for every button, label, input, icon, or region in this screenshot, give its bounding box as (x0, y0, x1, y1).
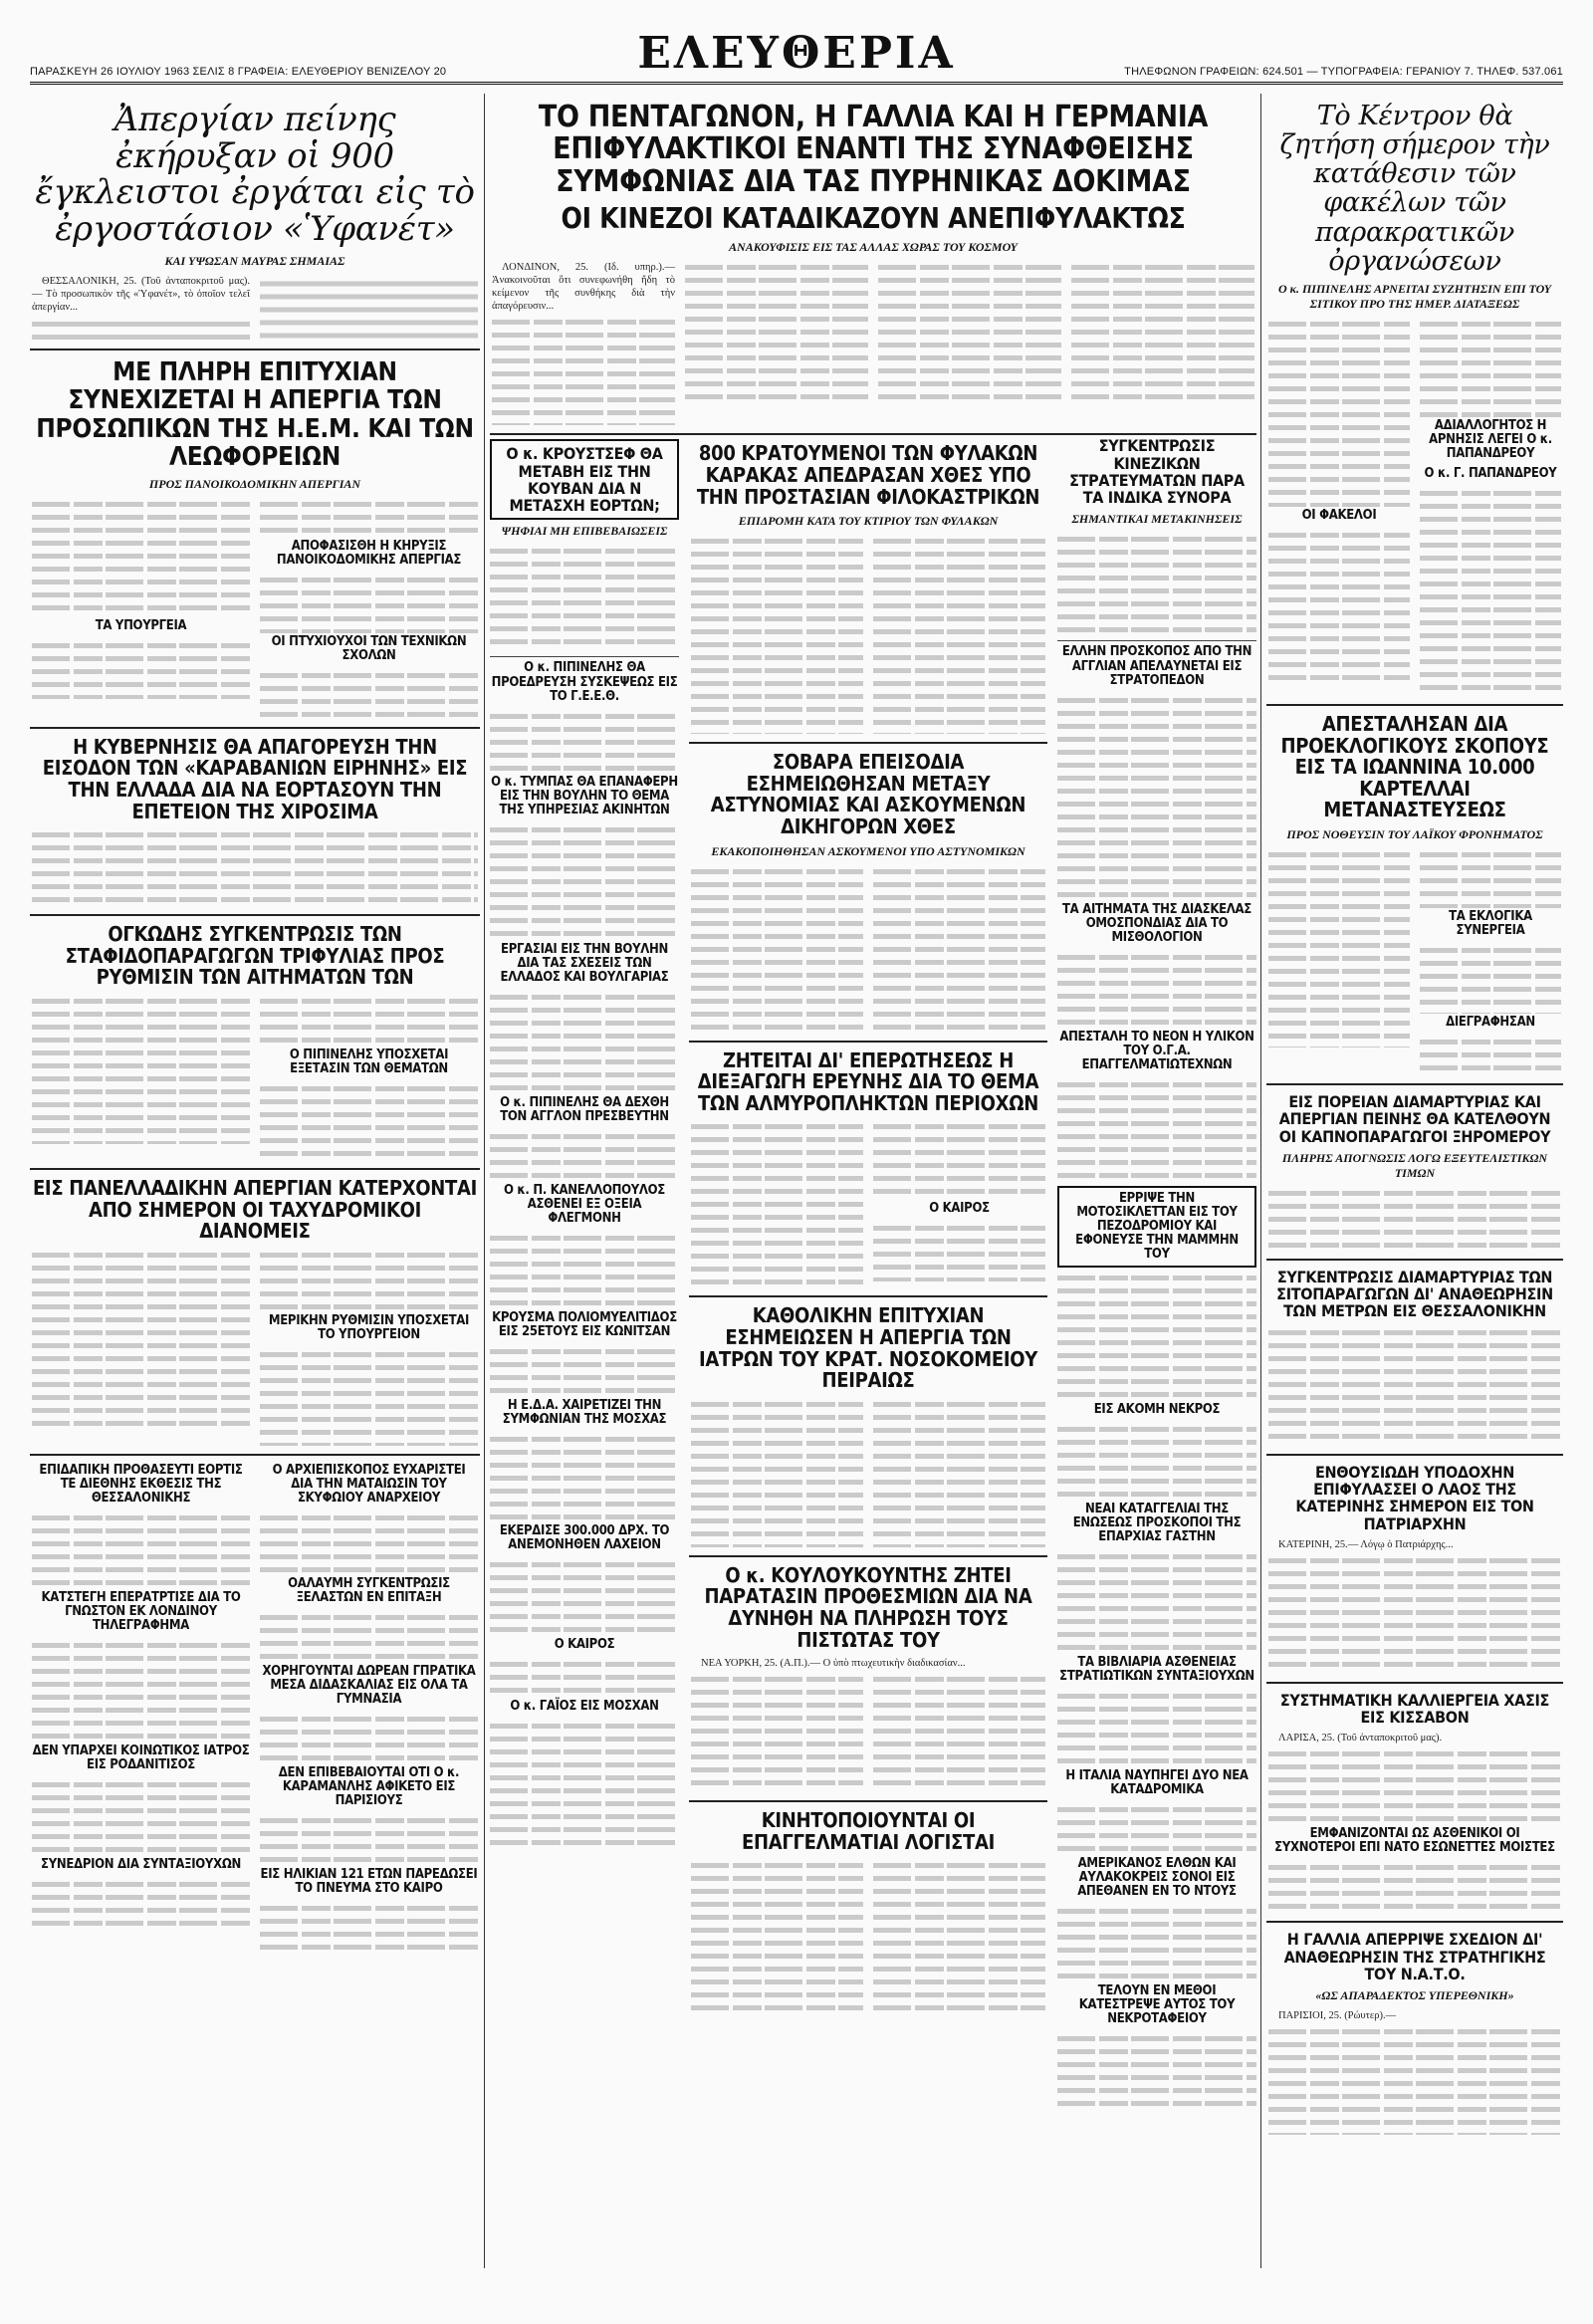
brief-headline: ΕΡΡΙΨΕ ΤΗΝ ΜΟΤΟΣΙΚΛΕΤΤΑΝ ΕΙΣ ΤΟΥ ΠΕΖΟΔΡΟΜΙΟΥ ΚΑΙ ΕΦΟΝΕΥΣΕ ΤΗΝ ΜΑΜΜΗΝ ΤΟΥ (1057, 1186, 1256, 1268)
article-text (490, 991, 679, 1094)
article-ioannina-cards (1266, 706, 1563, 1085)
brief-headline: ΚΡΟΥΣΜΑ ΠΟΛΙΟΜΥΕΛΙΤΙΔΟΣ ΕΙΣ 25ΕΤΟΥΣ ΕΙΣ ΚΩΝΙΤΣΑΝ (492, 1309, 677, 1339)
article-col (1268, 318, 1410, 696)
article-body (32, 498, 478, 719)
article-col (260, 995, 478, 1160)
article-ufanet-hunger-strike (30, 94, 480, 350)
section-heading: ΤΑ ΥΠΟΥΡΓΕΙΑ (95, 617, 187, 633)
article-body (1268, 1538, 1561, 1551)
article-text (1268, 2025, 1561, 2135)
article-text (490, 1720, 679, 1849)
article-text (1268, 1861, 1561, 1913)
article-text (1268, 1747, 1561, 1825)
article-text (32, 1249, 250, 1428)
article-col (32, 995, 250, 1160)
article-col (873, 1120, 1045, 1287)
article-col (691, 535, 863, 734)
article-col (691, 1859, 863, 2018)
article-text (32, 498, 250, 617)
article-text (492, 316, 675, 425)
article-text (260, 498, 478, 538)
article-text (1057, 1272, 1256, 1401)
brief-headline: ΣΥΝΕΔΡΙΟΝ ΔΙΑ ΣΥΝΤΑΞΙΟΥΧΩΝ (41, 1857, 241, 1873)
article-text (490, 545, 679, 652)
article-text (691, 1859, 863, 2018)
brief-headline: Η ΙΤΑΛΙΑ ΝΑΥΠΗΓΕΙ ΔΥΟ ΝΕΑ ΚΑΤΑΔΡΟΜΙΚΑ (1065, 1768, 1249, 1798)
article-headline: ΣΥΓΚΕΝΤΡΩΣΙΣ ΔΙΑΜΑΡΤΥΡΙΑΣ ΤΩΝ ΣΙΤΟΠΑΡΑΓΩΓΩΝ ΔΙ' ΑΝΑΘΕΩΡΗΣΙΝ ΤΩΝ ΜΕΤΡΩΝ ΕΙΣ ΘΕΣΣΑΛΟΝΙΚΗΝ (1276, 1267, 1553, 1321)
article-text (490, 1232, 679, 1309)
article-text (873, 1222, 1045, 1281)
article-subheadline: «ΩΣ ΑΠΑΡΑΔΕΚΤΟΣ ΥΠΕΡΕΘΝΙΚΗ» (1315, 1988, 1514, 2003)
article-text (490, 710, 679, 774)
article-headline: ΚΙΝΗΤΟΠΟΙΟΥΝΤΑΙ ΟΙ ΕΠΑΓΓΕΛΜΑΤΙΑΙ ΛΟΓΙΣΤΑΙ (741, 1808, 996, 1854)
article-text (873, 1398, 1045, 1547)
masthead-date-address: ΠΑΡΑΣΚΕΥΗ 26 ΙΟΥΛΙΟΥ 1963 ΣΕΛΙΣ 8 ΓΡΑΦΕΙΑ: ΕΛΕΥΘΕΡΙΟΥ ΒΕΝΙΖΕΛΟΥ 20 (30, 66, 447, 78)
brief-headline: ΤΕΛΟΥΝ ΕΝ ΜΕΘΟΙ ΚΑΤΕΣΤΡΕΨΕ ΑΥΤΟΣ ΤΟΥ ΝΕΚΡΟΤΑΦΕΙΟΥ (1078, 1983, 1236, 2027)
article-col (1071, 261, 1254, 425)
article-headline: ΣΟΒΑΡΑ ΕΠΕΙΣΟΔΙΑ ΕΣΗΜΕΙΩΘΗΣΑΝ ΜΕΤΑΞΥ ΑΣΤΥΝΟΜΙΑΣ ΚΑΙ ΑΣΚΟΥΜΕΝΩΝ ΔΙΚΗΓΟΡΩΝ ΧΘΕΣ (710, 750, 1026, 838)
article-patriarch-katerini (1266, 1456, 1563, 1684)
article-headline: ΜΕ ΠΛΗΡΗ ΕΠΙΤΥΧΙΑΝ ΣΥΝΕΧΙΖΕΤΑΙ Η ΑΠΕΡΓΙΑ ΤΩΝ ΠΡΟΣΩΠΙΚΩΝ ΤΗΣ Η.Ε.Μ. ΚΑΙ ΤΩΝ ΛΕΩΦΟΡΕΙΩΝ (36, 357, 474, 472)
article-text (1057, 1905, 1256, 1982)
article-col (260, 1249, 478, 1446)
article-text (1057, 694, 1256, 901)
article-text (1057, 1803, 1256, 1855)
article-col (32, 498, 250, 719)
article-text (260, 1713, 478, 1764)
page-columns (30, 94, 1563, 2268)
brief-headline: Ο κ. ΤΥΜΠΑΣ ΘΑ ΕΠΑΝΑΦΕΡΗ ΕΙΣ ΤΗΝ ΒΟΥΛΗΝ ΤΟ ΘΕΜΑ ΤΗΣ ΥΠΗΡΕΣΙΑΣ ΑΚΙΝΗΤΩΝ (491, 774, 678, 817)
article-col (691, 1673, 863, 1792)
article-hashish-kissavos (1266, 1684, 1563, 1924)
article-body (32, 1249, 478, 1446)
article-text (691, 1673, 863, 1792)
article-body (691, 865, 1045, 1033)
brief-headline: Ο κ. ΓΑΪΟΣ ΕΙΣ ΜΟΣΧΑΝ (510, 1699, 659, 1715)
article-text (1057, 1550, 1256, 1654)
article-france-nato (1266, 1923, 1563, 2143)
section-heading: Ο κ. Γ. ΠΑΠΑΝΔΡΕΟΥ (1424, 466, 1557, 482)
brief-headline: Ο κ. ΚΡΟΥΣΤΣΕΦ ΘΑ ΜΕΤΑΒΗ ΕΙΣ ΤΗΝ ΚΟΥΒΑΝ ΔΙΑ Ν ΜΕΤΑΣΧΗ ΕΟΡΤΩΝ; (490, 439, 679, 520)
article-subheadline: ΕΚΑΚΟΠΟΙΗΘΗΣΑΝ ΑΣΚΟΥΜΕΝΟΙ ΥΠΟ ΑΣΤΥΝΟΜΙΚΩΝ (711, 843, 1025, 858)
article-kouloukountis (689, 1557, 1047, 1802)
article-text (873, 1120, 1045, 1200)
article-headline: Η ΚΥΒΕΡΝΗΣΙΣ ΘΑ ΑΠΑΓΟΡΕΥΣΗ ΤΗΝ ΕΙΣΟΔΟΝ ΤΩΝ «ΚΑΡΑΒΑΝΙΩΝ ΕΙΡΗΝΗΣ» ΕΙΣ ΤΗΝ ΕΛΛΑΔΑ ΔΙΑ ΝΑ ΕΟΡΤΑΣΟΥΝ ΤΗΝ ΕΠΕΤΕΙΟΝ ΤΗΣ ΧΙΡΟΣΙΜΑ (42, 734, 468, 823)
section-heading: ΑΔΙΑΛΛΟΓΗΤΟΣ Η ΑΡΝΗΣΙΣ ΛΕΓΕΙ Ο κ. ΠΑΠΑΝΔΡΕΟΥ (1429, 417, 1552, 461)
article-text (490, 1130, 679, 1182)
article-text (685, 261, 868, 400)
article-text (1057, 2032, 1256, 2110)
article-headline: ΚΑΘΟΛΙΚΗΝ ΕΠΙΤΥΧΙΑΝ ΕΣΗΜΕΙΩΣΕΝ Η ΑΠΕΡΓΙΑ ΤΩΝ ΙΑΤΡΩΝ ΤΟΥ ΚΡΑΤ. ΝΟΣΟΚΟΜΕΙΟΥ ΠΕΙΡΑΙΩΣ (699, 1303, 1037, 1393)
brief-headline: ΣΥΓΚΕΝΤΡΩΣΙΣ ΚΙΝΕΖΙΚΩΝ ΣΤΡΑΤΕΥΜΑΤΩΝ ΠΑΡΑ ΤΑ ΙΝΔΙΚΑ ΣΥΝΟΡΑ (1069, 436, 1245, 508)
article-text (691, 1120, 863, 1287)
article-text (260, 1511, 478, 1575)
article-col (1268, 848, 1410, 1075)
section-heading: ΜΕΡΙΚΗΝ ΡΥΘΜΙΣΙΝ ΥΠΟΣΧΕΤΑΙ ΤΟ ΥΠΟΥΡΓΕΙΟΝ (268, 1312, 470, 1342)
article-text (32, 639, 250, 699)
brief-headline: ΕΚΕΡΔΙΣΕ 300.000 ΔΡΧ. ΤΟ ΑΝΕΜΟΝΗΘΕΝ ΛΑΧΕΙΟΝ (499, 1523, 670, 1553)
article-doctors-strike (689, 1297, 1047, 1556)
article-col (873, 865, 1045, 1033)
article-accountants (689, 1802, 1047, 2026)
article-body (691, 1859, 1045, 2018)
article-text (32, 1511, 250, 1589)
article-raisin-producers (30, 916, 480, 1170)
article-text (691, 535, 863, 734)
article-headline: ΑΠΕΣΤΑΛΗΣΑΝ ΔΙΑ ΠΡΟΕΚΛΟΓΙΚΟΥΣ ΣΚΟΠΟΥΣ ΕΙΣ ΤΑ ΙΩΑΝΝΙΝΑ 10.000 ΚΑΡΤΕΛΛΑΙ ΜΕΤΑΝΑΣΤΕΥΣΕΩΣ (1280, 712, 1549, 822)
article-body (32, 275, 478, 342)
article-text (260, 669, 478, 719)
article-body (691, 535, 1045, 734)
center-side-stories (1057, 435, 1256, 2110)
article-text (260, 574, 478, 633)
newspaper-page (30, 28, 1563, 2268)
article-col (873, 1398, 1045, 1547)
article-cols (492, 261, 1254, 425)
article-headline: Ἀπεργίαν πείνης ἐκήρυξαν οἱ 900 ἔγκλειστοι ἐργάται εἰς τὸ ἐργοστάσιον «Ὑφανέτ» (35, 100, 475, 250)
article-text (873, 865, 1045, 1033)
article-text (260, 995, 478, 1046)
brief-headline: ΕΠΙΔΑΠΙΚΗ ΠΡΟΘΑΣΕΥΤΙ ΕΟΡΤΙΣ ΤΕ ΔΙΕΘΝΗΣ ΕΚΘΕΣΙΣ ΤΗΣ ΘΕΣΣΑΛΟΝΙΚΗΣ (39, 1462, 243, 1506)
brief-headline: Ο κ. Π. ΚΑΝΕΛΛΟΠΟΥΛΟΣ ΑΣΘΕΝΕΙ ΕΞ ΟΞΕΙΑ ΦΛΕΓΜΟΝΗ (504, 1182, 665, 1226)
article-headline: Τὸ Κέντρον θὰ ζητήση σήμερον τὴν κατάθεσιν τῶν φακέλων τῶν παρακρατικῶν ὀργανώσεων (1279, 101, 1550, 277)
article-body (691, 1673, 1045, 1792)
section-heading: ΑΠΟΦΑΣΙΣΘΗ Η ΚΗΡΥΞΙΣ ΠΑΝΟΙΚΟΔΟΜΙΚΗΣ ΑΠΕΡΓΙΑΣ (276, 538, 462, 568)
article-text (490, 1433, 679, 1522)
brief-headline: ΤΑ ΑΙΤΗΜΑΤΑ ΤΗΣ ΔΙΑΣΚΕΛΑΣ ΟΜΟΣΠΟΝΔΙΑΣ ΔΙΑ ΤΟ ΜΙΣΘΟΛΟΓΙΟΝ (1062, 901, 1252, 945)
article-body (492, 261, 1254, 425)
article-body (691, 1657, 1045, 1670)
article-col (691, 1398, 863, 1547)
article-text (1071, 261, 1254, 400)
article-text (1268, 1187, 1561, 1251)
section-heading: ΕΜΦΑΝΙΖΟΝΤΑΙ ΩΣ ΑΣΘΕΝΙΚΟΙ ΟΙ ΣΥΧΝΟΤΕΡΟΙ ΕΠΙ ΝΑΤΟ ΕΣΩΝΕΤΤΕΣ ΜΟΙΣΤΕΣ (1274, 1826, 1555, 1856)
article-col (873, 1673, 1045, 1792)
section-heading: Ο ΚΑΙΡΟΣ (929, 1201, 990, 1217)
article-body (1268, 318, 1561, 696)
article-lead: ΛΟΝΔΙΝΟΝ, 25. (Ιδ. υπηρ.).— Ἀνακοινοῦται ὅτι συνεφωνήθη ἤδη τὸ κείμενον τῆς συνθήκης διὰ τὴν ἀπαγόρευσιν... (492, 262, 675, 313)
section-heading: Ο ΠΙΠΙΝΕΛΗΣ ΥΠΟΣΧΕΤΑΙ ΕΞΕΤΑΣΙΝ ΤΩΝ ΘΕΜΑΤΩΝ (289, 1046, 449, 1076)
brief-headline: ΤΑ ΒΙΒΛΙΑΡΙΑ ΑΣΘΕΝΕΙΑΣ ΣΤΡΑΤΙΩΤΙΚΩΝ ΣΥΝΤΑΞΙΟΥΧΩΝ (1059, 1655, 1254, 1685)
article-text (1420, 944, 1561, 1014)
article-text (32, 828, 478, 906)
article-headline: ΖΗΤΕΙΤΑΙ ΔΙ' ΕΠΕΡΩΤΗΣΕΩΣ Η ΔΙΕΞΑΓΩΓΗ ΕΡΕΥΝΗΣ ΔΙΑ ΤΟ ΘΕΜΑ ΤΩΝ ΑΛΜΥΡΟΠΛΗΚΤΩΝ ΠΕΡΙΟΧΩΝ (697, 1047, 1039, 1115)
article-headline: ΕΝΘΟΥΣΙΩΔΗ ΥΠΟΔΟΧΗΝ ΕΠΙΦΥΛΑΣΣΕΙ Ο ΛΑΟΣ ΤΗΣ ΚΑΤΕΡΙΝΗΣ ΣΗΜΕΡΟΝ ΕΙΣ ΤΟΝ ΠΑΤΡΙΑΡΧΗΝ (1295, 1462, 1534, 1533)
article-col (878, 261, 1061, 425)
article-text (490, 1558, 679, 1636)
article-text (691, 1398, 863, 1547)
column-rule (484, 94, 485, 2268)
brief-headline: ΔΕΝ ΕΠΙΒΕΒΑΙΟΥΤΑΙ ΟΤΙ Ο κ. ΚΑΡΑΜΑΝΛΗΣ ΑΦΙΚΕΤΟ ΕΙΣ ΠΑΡΙΣΙΟΥΣ (278, 1765, 460, 1809)
article-body (32, 995, 478, 1160)
article-col (691, 865, 863, 1033)
article-hem-strike (30, 350, 480, 728)
article-col (32, 1249, 250, 1446)
brief-headline: Η Ε.Δ.Α. ΧΑΙΡΕΤΙΖΕΙ ΤΗΝ ΣΥΜΦΩΝΙΑΝ ΤΗΣ ΜΟΣΧΑΣ (502, 1397, 667, 1427)
brief-headline: ΕΙΣ ΗΛΙΚΙΑΝ 121 ΕΤΩΝ ΠΑΡΕΔΩΣΕΙ ΤΟ ΠΝΕΥΜΑ ΣΤΟ ΚΑΙΡΟ (260, 1867, 478, 1897)
article-text (1268, 1326, 1561, 1446)
brief-subheadline: ΨΗΦΙΑΙ ΜΗ ΕΠΙΒΕΒΑΙΩΣΕΙΣ (501, 524, 668, 539)
article-text (1420, 487, 1561, 696)
center-lower (490, 435, 1256, 2110)
article-text (32, 995, 250, 1144)
article-text (490, 1345, 679, 1397)
article-body (691, 1120, 1045, 1287)
article-tobacco-producers (1266, 1085, 1563, 1261)
brief-headline: Ο ΚΑΙΡΟΣ (554, 1637, 615, 1653)
article-lead: ΝΕΑ ΥΟΡΚΗ, 25. (Α.Π.).— Ο ὑπὸ πτωχευτικὴν διαδικασίαν... (701, 1658, 966, 1670)
brief-headline: ΝΕΑΙ ΚΑΤΑΓΓΕΛΙΑΙ ΤΗΣ ΕΝΩΣΕΩΣ ΠΡΟΣΚΟΠΟΙ ΤΗΣ ΕΠΑΡΧΙΑΣ ΓΑΣΤΗΝ (1072, 1501, 1242, 1544)
article-text (260, 1611, 478, 1663)
article-col (873, 1859, 1045, 2018)
right-column (1266, 94, 1563, 2268)
article-headline: 800 ΚΡΑΤΟΥΜΕΝΟΙ ΤΩΝ ΦΥΛΑΚΩΝ ΚΑΡΑΚΑΣ ΑΠΕΔΡΑΣΑΝ ΧΘΕΣ ΥΠΟ ΤΗΝ ΠΡΟΣΤΑΣΙΑΝ ΦΙΛΟΚΑΣΤΡΙΚΩΝ (696, 441, 1040, 509)
article-text (1268, 848, 1410, 1047)
brief-subheadline: ΣΗΜΑΝΤΙΚΑΙ ΜΕΤΑΚΙΝΗΣΕΙΣ (1071, 512, 1243, 527)
article-text (32, 1778, 250, 1856)
article-text (873, 535, 1045, 734)
article-headline: ΤΟ ΠΕΝΤΑΓΩΝΟΝ, Η ΓΑΛΛΙΑ ΚΑΙ Η ΓΕΡΜΑΝΙΑ ΕΠΙΦΥΛΑΚΤΙΚΟΙ ΕΝΑΝΤΙ ΤΗΣ ΣΥΝΑΦΘΕΙΣΗΣ ΣΥΜΦΩΝΙΑΣ ΔΙΑ ΤΑΣ ΠΥΡΗΝΙΚΑΣ ΔΟΚΙΜΑΣ (538, 100, 1209, 199)
brief-headline: ΕΙΣ ΑΚΟΜΗ ΝΕΚΡΟΣ (1093, 1401, 1221, 1417)
center-briefs (490, 435, 679, 1849)
article-subheadline: Ο κ. ΠΙΠΙΝΕΛΗΣ ΑΡΝΕΙΤΑΙ ΣΥΖΗΤΗΣΙΝ ΕΠΙ ΤΟΥ ΣΙΤΙΚΟΥ ΠΡΟ ΤΗΣ ΗΜΕΡ. ΔΙΑΤΑΞΕΩΣ (1277, 281, 1552, 311)
article-body (1268, 1732, 1561, 1744)
article-text (260, 1082, 478, 1160)
article-center-files (1266, 94, 1563, 706)
article-text (1268, 318, 1410, 507)
article-lead: ΚΑΤΕΡΙΝΗ, 25.— Λόγῳ ὁ Πατριάρχης... (1278, 1538, 1454, 1550)
article-text (32, 1878, 250, 1930)
article-text (878, 261, 1061, 400)
article-body (1268, 2009, 1561, 2022)
article-col (260, 498, 478, 719)
center-main-stories (689, 435, 1047, 2026)
article-text (873, 1859, 1045, 2018)
newspaper-title: ΕΛΕΥΘΕΡΙΑ (637, 28, 956, 79)
article-col (685, 261, 868, 425)
brief-headline: ΑΜΕΡΙΚΑΝΟΣ ΕΛΘΩΝ ΚΑΙ ΑΥΛΑΚΟΚΡΕΙΣ ΣΟΝΟΙ ΕΙΣ ΑΠΕΘΑΝΕΝ ΕΝ ΤΟ ΝΤΟΥΣ (1077, 1856, 1237, 1900)
brief-headline: ΕΛΛΗΝ ΠΡΟΣΚΟΠΟΣ ΑΠΟ ΤΗΝ ΑΓΓΛΙΑΝ ΑΠΕΛΑΥΝΕΤΑΙ ΕΙΣ ΣΤΡΑΤΟΠΕΔΟΝ (1061, 644, 1252, 688)
section-heading: ΟΙ ΠΤΥΧΙΟΥΧΟΙ ΤΩΝ ΤΕΧΝΙΚΩΝ ΣΧΟΛΩΝ (271, 633, 467, 663)
article-subheadline: ΚΑΙ ΥΨΩΣΑΝ ΜΑΥΡΑΣ ΣΗΜΑΙΑΣ (164, 253, 345, 268)
brief-headline: Ο κ. ΠΙΠΙΝΕΛΗΣ ΘΑ ΠΡΟΕΔΡΕΥΣΗ ΣΥΣΚΕΨΕΩΣ ΕΙΣ ΤΟ Γ.Ε.Ε.Θ. (491, 660, 678, 704)
briefs-grid (32, 1462, 478, 1954)
article-col (1420, 318, 1561, 696)
article-text (32, 1639, 250, 1743)
article-subheadline: ΠΡΟΣ ΝΟΘΕΥΣΙΝ ΤΟΥ ΛΑΪΚΟΥ ΦΡΟΝΗΜΑΤΟΣ (1286, 827, 1543, 842)
divider (1057, 640, 1256, 641)
article-subheadline: ΑΝΑΚΟΥΦΙΣΙΣ ΕΙΣ ΤΑΣ ΑΛΛΑΣ ΧΩΡΑΣ ΤΟΥ ΚΟΣΜΟΥ (729, 240, 1018, 255)
article-text (1420, 1036, 1561, 1075)
article-postal-strike (30, 1170, 480, 1456)
brief-headline: ΧΟΡΗΓΟΥΝΤΑΙ ΔΩΡΕΑΝ ΓΠΡΑΤΙΚΑ ΜΕΣΑ ΔΙΔΑΣΚΑΛΙΑΣ ΕΙΣ ΟΛΑ ΤΑ ΓΥΜΝΑΣΙΑ (262, 1664, 476, 1708)
article-text (1268, 1554, 1561, 1674)
article-text (260, 1348, 478, 1446)
article-text (1268, 529, 1410, 688)
briefs-col (260, 1462, 478, 1954)
article-text (1420, 848, 1561, 908)
center-column (490, 94, 1256, 2268)
article-headline: ΣΥΣΤΗΜΑΤΙΚΗ ΚΑΛΛΙΕΡΓΕΙΑ ΧΑΣΙΣ ΕΙΣ ΚΙΣΣΑΒΟΝ (1279, 1690, 1550, 1728)
article-text (1420, 318, 1561, 417)
briefs-col (32, 1462, 250, 1954)
article-text (1057, 951, 1256, 1029)
article-headline: ΕΙΣ ΠΟΡΕΙΑΝ ΔΙΑΜΑΡΤΥΡΙΑΣ ΚΑΙ ΑΠΕΡΓΙΑΝ ΠΕΙΝΗΣ ΘΑ ΚΑΤΕΛΘΟΥΝ ΟΙ ΚΑΠΝΟΠΑΡΑΓΩΓΟΙ ΞΗΡΟΜΕΡΟΥ (1278, 1092, 1551, 1146)
article-body (1268, 848, 1561, 1075)
article-text (1057, 1423, 1256, 1501)
article-text (490, 1658, 679, 1698)
article-col (1420, 848, 1561, 1075)
section-heading: ΔΙΕΓΡΑΦΗΣΑΝ (1446, 1015, 1535, 1031)
brief-headline: Ο ΑΡΧΙΕΠΙΣΚΟΠΟΣ ΕΥΧΑΡΙΣΤΕΙ ΔΙΑ ΤΗΝ ΜΑΤΑΙΩΣΙΝ ΤΟΥ ΣΚΥΦΩΙΟΥ ΑΝΑΡΧΕΙΟΥ (272, 1462, 466, 1506)
brief-headline: ΟΑΛΑΥΜΗ ΣΥΓΚΕΝΤΡΩΣΙΣ ΞΕΛΑΣΤΩΝ ΕΝ ΕΠΙΤΑΞΗ (288, 1575, 450, 1605)
divider (490, 656, 679, 657)
article-body (691, 1398, 1045, 1547)
article-subheadline: ΠΡΟΣ ΠΑΝΟΙΚΟΔΟΜΙΚΗΝ ΑΠΕΡΓΙΑΝ (148, 476, 361, 491)
left-column (30, 94, 480, 2268)
article-lead: ΛΑΡΙΣΑ, 25. (Τοῦ ἀνταποκριτοῦ μας). (1278, 1733, 1443, 1744)
section-heading: ΤΑ ΕΚΛΟΓΙΚΑ ΣΥΝΕΡΓΕΙΑ (1449, 909, 1532, 939)
article-headline: Η ΓΑΛΛΙΑ ΑΠΕΡΡΙΨΕ ΣΧΕΔΙΟΝ ΔΙ' ΑΝΑΘΕΩΡΗΣΙΝ ΤΗΣ ΣΤΡΑΤΗΓΙΚΗΣ ΤΟΥ Ν.Α.Τ.Ο. (1283, 1930, 1546, 1983)
article-headline: ΟΓΚΩΔΗΣ ΣΥΓΚΕΝΤΡΩΣΙΣ ΤΩΝ ΣΤΑΦΙΔΟΠΑΡΑΓΩΓΩΝ ΤΡΙΦΥΛΙΑΣ ΠΡΟΣ ΡΥΘΜΙΣΙΝ ΤΩΝ ΑΙΤΗΜΑΤΩΝ ΤΩΝ (65, 922, 445, 990)
article-col (873, 535, 1045, 734)
brief-headline: Ο κ. ΠΙΠΙΝΕΛΗΣ ΘΑ ΔΕΧΘΗ ΤΟΝ ΑΓΓΛΟΝ ΠΡΕΣΒΕΥΤΗΝ (500, 1094, 669, 1124)
brief-headline: ΚΑΤΣΤΕΓΗ ΕΠΕΡΑΤΡΤΙΣΕ ΔΙΑ ΤΟ ΓΝΩΣΤΟΝ ΕΚ ΛΟΝΔΙΝΟΥ ΤΗΛΕΓΡΑΦΗΜΑ (41, 1589, 241, 1634)
article-lead: ΘΕΣΣΑΛΟΝΙΚΗ, 25. (Τοῦ ἀνταποκριτοῦ μας).— Τὸ προσωπικὸν τῆς «Ὑφανέτ», τὸ ὁποῖον τελεῖ ἀπεργίαν... (32, 275, 250, 313)
article-text (260, 1814, 478, 1866)
article-text (260, 1902, 478, 1954)
brief-headline: ΔΕΝ ΥΠΑΡΧΕΙ ΚΟΙΝΩΤΙΚΟΣ ΙΑΤΡΟΣ ΕΙΣ ΡΟΔΑΝΙΤΙΣΟΣ (32, 1743, 250, 1773)
article-lawyers-police (689, 744, 1047, 1042)
brief-headline: ΕΡΓΑΣΙΑΙ ΕΙΣ ΤΗΝ ΒΟΥΛΗΝ ΔΙΑ ΤΑΣ ΣΧΕΣΕΙΣ ΤΩΝ ΕΛΛΑΔΟΣ ΚΑΙ ΒΟΥΛΓΑΡΙΑΣ (500, 941, 669, 985)
article-headline: Ο κ. ΚΟΥΛΟΥΚΟΥΝΤΗΣ ΖΗΤΕΙ ΠΑΡΑΤΑΣΙΝ ΠΡΟΘΕΣΜΙΩΝ ΔΙΑ ΝΑ ΔΥΝΗΘΗ ΝΑ ΠΛΗΡΩΣΗ ΤΟΥΣ ΠΙΣΤΩΤΑΣ ΤΟΥ (704, 1562, 1032, 1652)
column-rule (1260, 94, 1261, 2268)
article-subheadline: ΕΠΙΔΡΟΜΗ ΚΑΤΑ ΤΟΥ ΚΤΙΡΙΟΥ ΤΩΝ ΦΥΛΑΚΩΝ (738, 514, 999, 529)
article-text (260, 1249, 478, 1312)
article-peace-caravans (30, 729, 480, 916)
article-text (1057, 1078, 1256, 1182)
masthead (30, 28, 1563, 85)
article-subheadline: ΠΛΗΡΗΣ ΑΠΟΓΝΩΣΙΣ ΛΟΓΩ ΕΞΕΥΤΕΛΙΣΤΙΚΩΝ ΤΙΜΩΝ (1281, 1150, 1548, 1180)
article-headline-2: ΟΙ ΚΙΝΕΖΟΙ ΚΑΤΑΔΙΚΑΖΟΥΝ ΑΝΕΠΙΦΥΛΑΚΤΩΣ (561, 202, 1186, 236)
article-salt-areas (689, 1043, 1047, 1298)
article-col (691, 1120, 863, 1287)
article-text (1057, 533, 1256, 636)
article-text (1057, 1690, 1256, 1767)
article-col (492, 261, 675, 425)
masthead-phones: ΤΗΛΕΦΩΝΟΝ ΓΡΑΦΕΙΩΝ: 624.501 — ΤΥΠΟΓΡΑΦΕΙΑ: ΓΕΡΑΝΙΟΥ 7. ΤΗΛΕΦ. 537.061 (1124, 66, 1563, 78)
section-heading: ΟΙ ΦΑΚΕΛΟΙ (1301, 507, 1377, 523)
article-headline: ΕΙΣ ΠΑΝΕΛΛΑΔΙΚΗΝ ΑΠΕΡΓΙΑΝ ΚΑΤΕΡΧΟΝΤΑΙ ΑΠΟ ΣΗΜΕΡΟΝ ΟΙ ΤΑΧΥΔΡΟΜΙΚΟΙ ΔΙΑΝΟΜΕΙΣ (32, 1176, 478, 1244)
article-nuclear-test-ban (490, 94, 1256, 435)
brief-headline: ΑΠΕΣΤΑΛΗ ΤΟ ΝΕΟΝ Η ΥΛΙΚΟΝ ΤΟΥ Ο.Γ.Α. ΕΠΑΓΓΕΛΜΑΤΙΩΤΕΧΝΩΝ (1059, 1029, 1254, 1072)
article-text (490, 823, 679, 941)
article-caracas-escape (689, 435, 1047, 744)
article-lead: ΠΑΡΙΣΙΟΙ, 25. (Ρώυτερ).— (1278, 2010, 1397, 2022)
article-briefs (30, 1456, 480, 1962)
article-text (691, 865, 863, 1033)
article-wheat-producers (1266, 1261, 1563, 1456)
article-text (873, 1673, 1045, 1792)
